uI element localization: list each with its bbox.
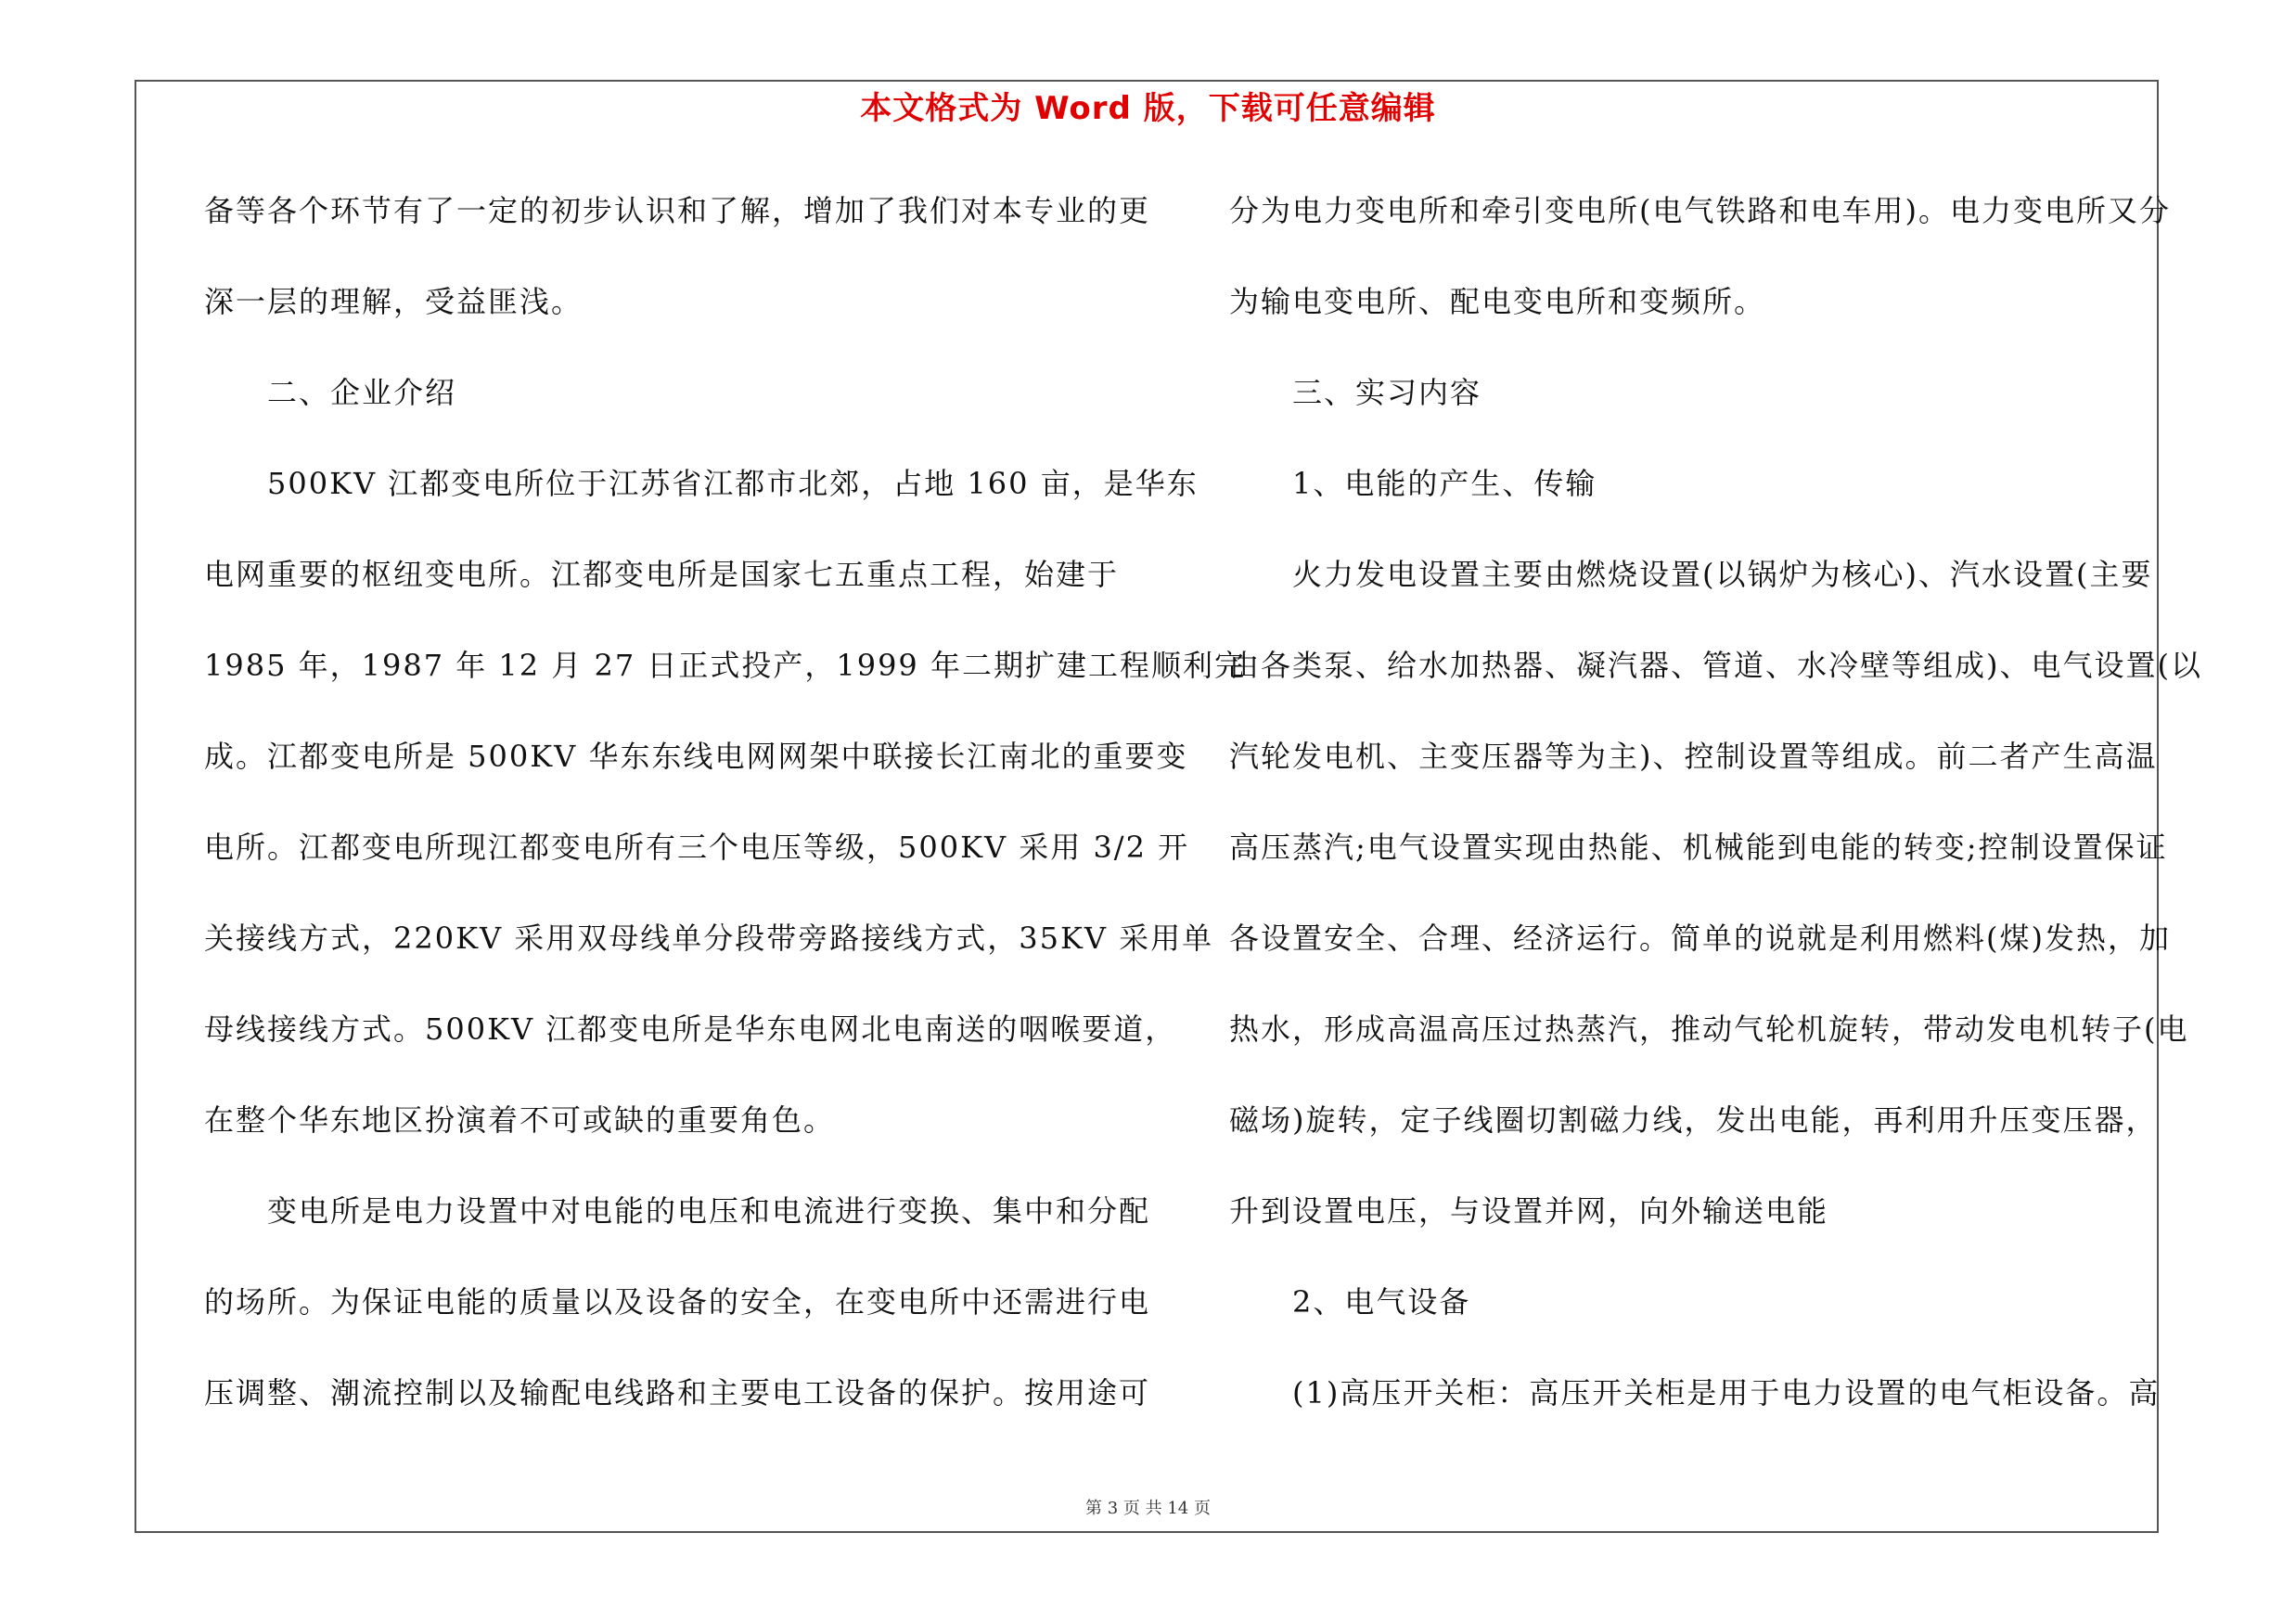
text-line: 磁场)旋转，定子线圈切割磁力线，发出电能，再利用升压变压器， [1229,1102,2158,1138]
text-line: 深一层的理解，受益匪浅。 [204,284,584,319]
text-line: 电网重要的枢纽变电所。江都变电所是国家七五重点工程，始建于 [204,557,1120,592]
text-line: 500KV 江都变电所位于江苏省江都市北郊，占地 160 亩，是华东 [204,466,1199,501]
text-line: 热水，形成高温高压过热蒸汽，推动气轮机旋转，带动发电机转子(电 [1229,1011,2189,1047]
left-text-column [204,165,1246,1438]
text-line: 汽轮发电机、主变压器等为主)、控制设置等组成。前二者产生高温 [1229,739,2158,774]
subheading-power-generation: 1、电能的产生、传输 [1229,466,1597,501]
text-line: 变电所是电力设置中对电能的电压和电流进行变换、集中和分配 [204,1193,1151,1229]
text-line: 备等各个环节有了一定的初步认识和了解，增加了我们对本专业的更 [204,193,1151,228]
text-line: 分为电力变电所和牵引变电所(电气铁路和电车用)。电力变电所又分 [1229,193,2171,228]
section-heading-company: 二、企业介绍 [204,375,457,410]
text-line: 的场所。为保证电能的质量以及设备的安全，在变电所中还需进行电 [204,1284,1151,1320]
text-line: 为输电变电所、配电变电所和变频所。 [1229,284,1766,319]
text-line: 关接线方式，220KV 采用双母线单分段带旁路接线方式，35KV 采用单 [204,921,1214,956]
text-line: 由各类泵、给水加热器、凝汽器、管道、水冷壁等组成)、电气设置(以 [1229,648,2202,683]
text-line: (1)高压开关柜：高压开关柜是用于电力设置的电气柜设备。高 [1229,1375,2161,1410]
format-banner: 本文格式为 Word 版，下载可任意编辑 [860,90,1436,127]
subheading-electrical-equipment: 2、电气设备 [1229,1284,1471,1320]
page-number: 第 3 页 共 14 页 [1085,1499,1211,1518]
text-line: 成。江都变电所是 500KV 华东东线电网网架中联接长江南北的重要变 [204,739,1188,774]
text-line: 母线接线方式。500KV 江都变电所是华东电网北电南送的咽喉要道， [204,1011,1177,1047]
text-line: 1985 年，1987 年 12 月 27 日正式投产，1999 年二期扩建工程顺利完 [204,648,1246,683]
text-line: 高压蒸汽;电气设置实现由热能、机械能到电能的转变;控制设置保证 [1229,830,2168,865]
text-line: 升到设置电压，与设置并网，向外输送电能 [1229,1193,1829,1229]
text-line: 火力发电设置主要由燃烧设置(以锅炉为核心)、汽水设置(主要 [1229,557,2153,592]
text-line: 电所。江都变电所现江都变电所有三个电压等级，500KV 采用 3/2 开 [204,830,1190,865]
text-line: 在整个华东地区扮演着不可或缺的重要角色。 [204,1102,836,1138]
section-heading-internship: 三、实习内容 [1229,375,1482,410]
right-text-column [1229,165,2202,1438]
text-line: 压调整、潮流控制以及输配电线路和主要电工设备的保护。按用途可 [204,1375,1151,1410]
text-line: 各设置安全、合理、经济运行。简单的说就是利用燃料(煤)发热，加 [1229,921,2171,956]
